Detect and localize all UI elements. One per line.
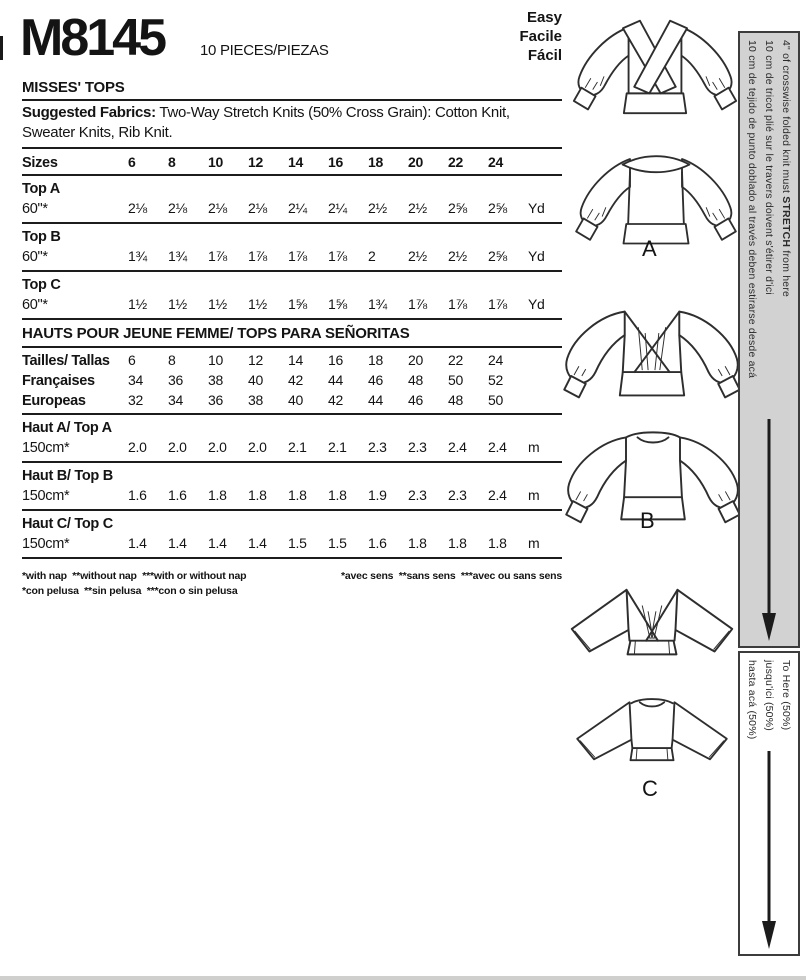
cell: 42 [328,391,343,408]
suggested-fabrics-text: Two-Way Stretch Knits (50% Cross Grain): Cotton Knit, Sweater Knits, Rib Knit. [22,104,510,141]
top-b-front-view-drawing [562,298,742,413]
unit: Yd [528,200,545,216]
to-here-fr: jusqu'ici (50%) [763,660,775,731]
cell: 1.8 [288,487,307,503]
garment-name: Haut A/ Top A [22,420,112,436]
cell: 52 [488,371,503,388]
footnote-english: *with nap **without nap ***with or without nap [22,570,247,582]
top-c-front-view-drawing [562,578,742,676]
cell: 1½ [128,296,147,312]
divider [22,147,562,149]
cell: 1.4 [128,535,147,551]
cell: 46 [408,391,423,408]
cell: 2.4 [488,487,507,503]
view-b-label: B [640,508,656,533]
top-a-front-view-drawing [570,16,740,133]
cell: 1.4 [248,535,267,551]
to-here-arrow-icon [761,751,777,951]
cell: 2⅛ [128,200,147,216]
cell: 2½ [408,248,427,264]
size-row [22,350,562,370]
cell: 44 [328,371,343,388]
pattern-number: M8145 [20,9,164,67]
cell: 12 [248,351,263,368]
garment-name: Top A [22,181,60,197]
size-col: 22 [448,154,463,170]
fabric-width: 150cm* [22,488,70,504]
cell: 1⅞ [208,248,227,264]
footnote-french: *avec sens **sans sens ***avec ou sans sens [341,570,562,582]
cell: 2⅛ [208,200,227,216]
cell: 1.8 [248,487,267,503]
cell: 2.3 [408,439,427,455]
size-col: 18 [368,154,383,170]
cell: 1⅞ [488,296,507,312]
cell: 1¾ [368,296,387,312]
top-a-back-view-drawing [572,146,740,250]
cell: 2½ [368,200,387,216]
unit: m [528,535,540,551]
cell: 1.5 [328,535,347,551]
cell: 2⅝ [448,200,467,216]
fabric-width: 60"* [22,249,48,265]
cell: 20 [408,351,423,368]
size-col: 6 [128,154,136,170]
yardage-row [22,199,562,224]
size-col: 12 [248,154,263,170]
cell: 2.3 [448,487,467,503]
cell: 14 [288,351,303,368]
cell: 1⅝ [328,296,347,312]
cell: 50 [448,371,463,388]
cell: 22 [448,351,463,368]
stretch-gauge-sidebar [738,31,800,956]
difficulty-fr: Facile [519,28,562,45]
size-row [22,370,562,390]
cell: 42 [288,371,303,388]
fabric-width: 150cm* [22,440,70,456]
cell: 1.4 [208,535,227,551]
metric-row [22,534,562,559]
fabric-width: 60"* [22,201,48,217]
metric-row [22,486,562,511]
metric-size-rows [22,348,562,415]
cell: 1⅝ [288,296,307,312]
suggested-fabrics [22,103,562,143]
difficulty-es: Fácil [527,47,562,64]
cell: 2.0 [128,439,147,455]
cell: 1.6 [168,487,187,503]
cell: 50 [488,391,503,408]
difficulty-en: Easy [526,9,562,26]
divider [22,99,562,101]
envelope-bottom-edge [0,976,806,980]
unit: m [528,487,540,503]
unit: m [528,439,540,455]
cell: 2¼ [328,200,347,216]
cell: 1.9 [368,487,387,503]
stretch-notice-panel [738,31,800,648]
to-here-en: To Here (50%) [780,660,792,731]
size-row [22,390,562,410]
cell: 38 [208,371,223,388]
cell: 1⅞ [328,248,347,264]
cell: 1½ [208,296,227,312]
cell: 1⅞ [448,296,467,312]
fabric-width: 150cm* [22,536,70,552]
cell: 36 [208,391,223,408]
cell: 2.3 [408,487,427,503]
metric-group-haut-a [22,415,562,463]
metric-section-heading: HAUTS POUR JEUNE FEMME/ TOPS PARA SEÑORITAS [22,320,562,348]
stretch-arrow-icon [761,419,777,643]
cell: 1.4 [168,535,187,551]
cell: 1.8 [328,487,347,503]
cell: 1¾ [168,248,187,264]
cell: 10 [208,351,223,368]
to-here-es: hasta acá (50%) [746,660,758,740]
fabric-width: 60"* [22,297,48,313]
cell: 36 [168,371,183,388]
footnote-spanish: *con pelusa **sin pelusa ***con o sin pelusa [22,585,238,597]
cell: 34 [168,391,183,408]
cell: 2⅝ [488,248,507,264]
cell: 1.6 [128,487,147,503]
yardage-row [22,247,562,272]
yardage-group-top-a [22,176,562,224]
garment-name: Top B [22,229,61,245]
to-here-panel [738,651,800,956]
size-col: 14 [288,154,303,170]
cell: 2½ [448,248,467,264]
cell: 2½ [408,200,427,216]
cell: 34 [128,371,143,388]
garment-name: Top C [22,277,61,293]
garment-name: Haut C/ Top C [22,516,113,532]
cell: 1.8 [408,535,427,551]
cell: 40 [288,391,303,408]
footnotes-right [341,569,562,599]
cell: 1⅞ [408,296,427,312]
cell: 2.3 [368,439,387,455]
cell: 2.0 [208,439,227,455]
size-row-label: Françaises [22,372,95,389]
cell: 2⅛ [168,200,187,216]
top-c-back-view-drawing [566,690,738,780]
garment-category-title: MISSES' TOPS [22,79,125,96]
cell: 48 [408,371,423,388]
size-row-label: Europeas [22,392,86,409]
unit: Yd [528,248,545,264]
cell: 2.4 [448,439,467,455]
stretch-en-bold: STRETCH [780,196,792,248]
size-row-label: Tailles/ Tallas [22,352,110,369]
cell: 1.8 [488,535,507,551]
stretch-notice-es: 10 cm de tejido de punto doblado al través deben estirarse desde acá [746,40,758,379]
size-col: 20 [408,154,423,170]
cell: 40 [248,371,263,388]
cell: 1½ [248,296,267,312]
cell: 2 [368,248,376,264]
stretch-en-post: from here [780,247,792,298]
metric-group-haut-c [22,511,562,559]
cell: 2¼ [288,200,307,216]
yardage-group-top-c [22,272,562,320]
suggested-fabrics-label: Suggested Fabrics: [22,104,156,121]
cell: 32 [128,391,143,408]
cell: 2⅝ [488,200,507,216]
cell: 2.1 [328,439,347,455]
cell: 8 [168,351,176,368]
cell: 1.8 [448,535,467,551]
footnotes-left [22,569,246,599]
size-col: 10 [208,154,223,170]
cell: 1⅞ [248,248,267,264]
view-a-label: A [642,236,658,261]
difficulty-block [420,8,562,65]
cell: 2.0 [248,439,267,455]
cell: 1⅞ [288,248,307,264]
garment-name: Haut B/ Top B [22,468,113,484]
cell: 38 [248,391,263,408]
sizes-label: Sizes [22,155,58,171]
pieces-count: 10 PIECES/PIEZAS [200,42,329,59]
cell: 18 [368,351,383,368]
nap-footnotes [22,569,562,599]
cell: 48 [448,391,463,408]
size-col: 8 [168,154,176,170]
stretch-notice-en [777,40,794,639]
yardage-group-top-b [22,224,562,272]
scan-edge-artifact [0,36,3,60]
cell: 2⅛ [248,200,267,216]
cell: 2.4 [488,439,507,455]
cell: 24 [488,351,503,368]
size-col: 24 [488,154,503,170]
cell: 16 [328,351,343,368]
cell: 1.6 [368,535,387,551]
cell: 2.1 [288,439,307,455]
metric-group-haut-b [22,463,562,511]
yardage-row [22,295,562,320]
cell: 2.0 [168,439,187,455]
stretch-notice-fr: 10 cm de tricot plié sur le travers doivent s'étirer d'ici [763,40,775,295]
yardage-tables [22,152,562,559]
cell: 6 [128,351,136,368]
cell: 1½ [168,296,187,312]
cell: 1.8 [208,487,227,503]
cell: 46 [368,371,383,388]
stretch-en-pre: 4" of crosswise folded knit must [780,40,792,197]
sizes-header-row [22,152,562,176]
size-col: 16 [328,154,343,170]
unit: Yd [528,296,545,312]
metric-row [22,438,562,463]
cell: 1¾ [128,248,147,264]
view-c-label: C [642,776,659,801]
cell: 44 [368,391,383,408]
cell: 1.5 [288,535,307,551]
